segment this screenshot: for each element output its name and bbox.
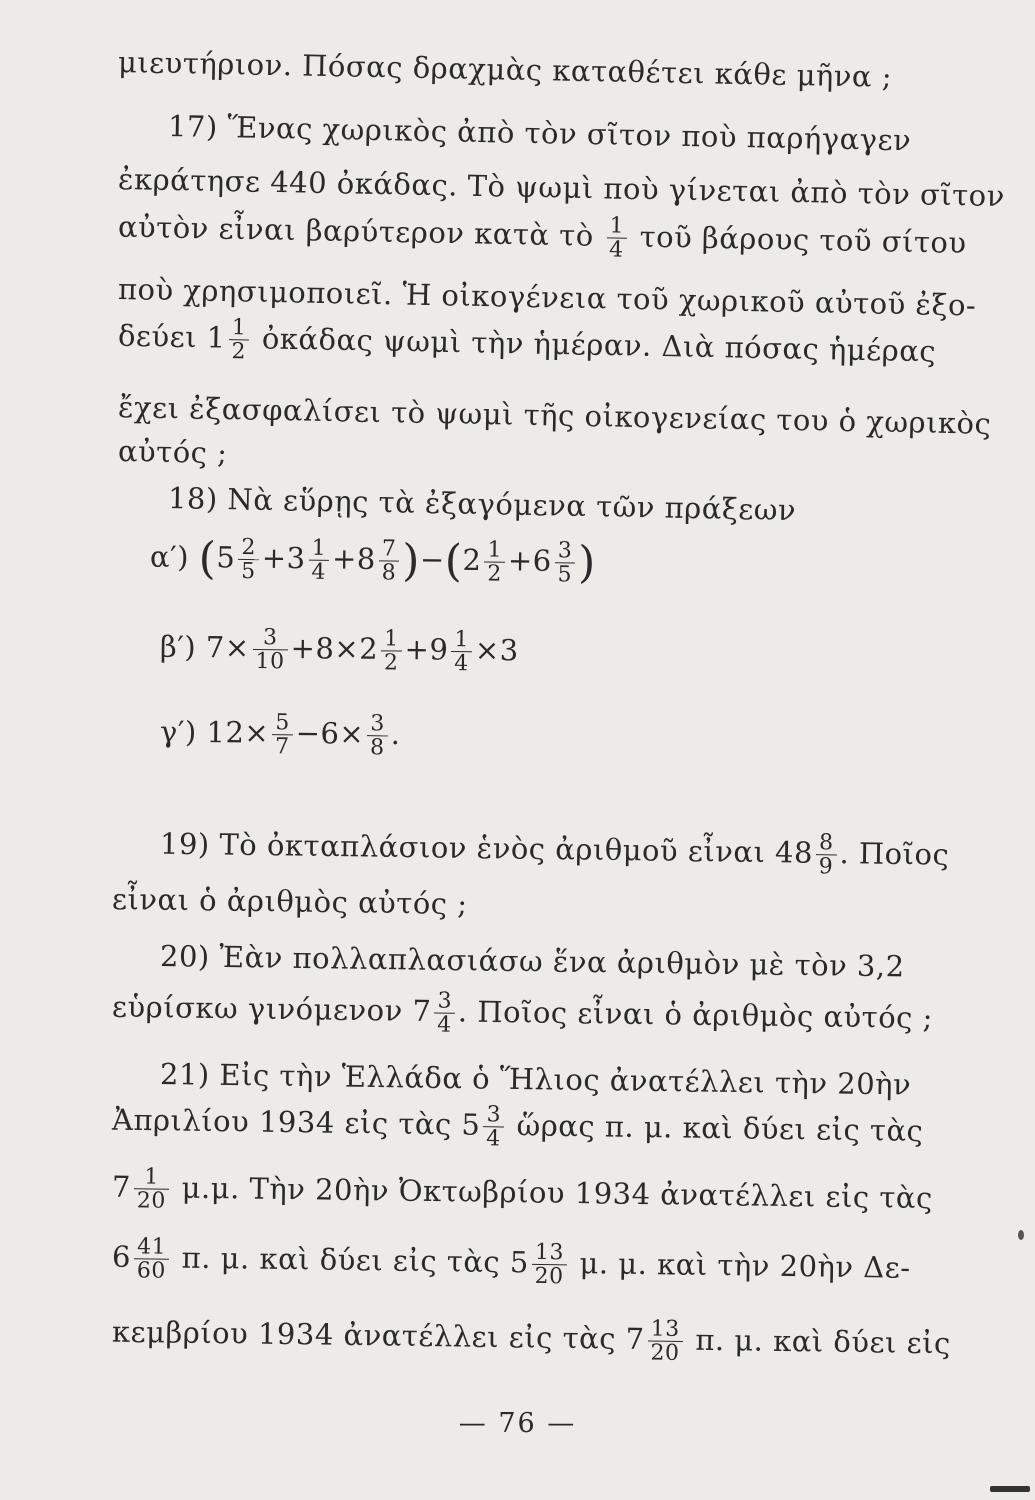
fraction-denominator: 4 bbox=[608, 237, 624, 263]
fraction-numerator: 8 bbox=[816, 831, 837, 855]
fraction bbox=[367, 712, 388, 759]
text-line: ποὺ χρησιμοποιεῖ. Ἡ οἰκογένεια τοῦ χωρικοῦ αὐτοῦ ἐξο- bbox=[117, 272, 977, 323]
fraction bbox=[134, 1235, 170, 1283]
expression-term: . bbox=[390, 717, 401, 752]
fraction bbox=[252, 626, 287, 674]
fraction-denominator: 2 bbox=[383, 650, 399, 676]
fraction bbox=[554, 539, 575, 586]
problem-18-line: 18) Νὰ εὕρῃς τὰ ἐξαγόμενα τῶν πράξεων bbox=[167, 481, 797, 528]
text-segment: κεμβρίου 1934 ἀνατέλλει εἰς τὰς 7 bbox=[111, 1314, 645, 1357]
fraction bbox=[238, 536, 259, 583]
fraction bbox=[531, 1241, 567, 1289]
fraction-numerator: 41 bbox=[134, 1235, 169, 1260]
fraction-denominator: 5 bbox=[241, 559, 256, 585]
text-segment: 6 bbox=[111, 1239, 132, 1274]
fraction-denominator: 4 bbox=[454, 651, 469, 677]
text-segment: αὐτὸν εἶναι βαρύτερον κατὰ τὸ bbox=[117, 209, 595, 253]
page-number: — 76 — bbox=[458, 1408, 577, 1439]
text-line-with-fraction bbox=[118, 205, 967, 268]
paper-blemish bbox=[990, 1486, 1030, 1492]
expression-term: +9 bbox=[404, 632, 449, 667]
fraction-numerator: 1 bbox=[229, 316, 250, 340]
expression-term: ×3 bbox=[474, 632, 519, 668]
expression-term: 7× bbox=[205, 630, 250, 665]
expression-label: β′) bbox=[159, 629, 197, 664]
fraction bbox=[816, 831, 837, 878]
fraction-numerator: 3 bbox=[483, 1103, 504, 1127]
fraction-numerator: 5 bbox=[272, 711, 293, 735]
expression-a bbox=[150, 535, 596, 587]
fraction bbox=[228, 316, 249, 364]
text-segment: τοῦ βάρους τοῦ σίτου bbox=[639, 219, 967, 260]
text-line-with-fraction bbox=[112, 1165, 933, 1224]
open-paren: ( bbox=[198, 533, 217, 585]
fraction-numerator: 7 bbox=[379, 537, 400, 561]
text-line: μιευτήριον. Πόσας δραχμὰς καταθέτει κάθε μῆνα ; bbox=[117, 45, 893, 94]
expression-term: 5 bbox=[216, 540, 236, 575]
text-line-with-fraction bbox=[118, 314, 937, 377]
text-line: ἔχει ἐξασφαλίσει τὸ ψωμὶ τῆς οἰκογενείας του ὁ χωρικὸς bbox=[117, 390, 992, 441]
fraction-numerator: 3 bbox=[555, 539, 576, 563]
expression-term: −6× bbox=[295, 716, 365, 751]
text-segment: μ.μ. Τὴν 20ὴν Ὀκτωβρίου 1934 ἀνατέλλει εἰς τὰς bbox=[181, 1170, 933, 1216]
fraction-denominator: 7 bbox=[274, 734, 290, 760]
expression-b bbox=[160, 625, 519, 676]
text-segment: μ. μ. καὶ τὴν 20ὴν Δε- bbox=[579, 1246, 911, 1285]
fraction-numerator: 3 bbox=[253, 626, 288, 650]
expression-term: 12× bbox=[206, 715, 270, 750]
fraction-numerator: 1 bbox=[484, 539, 505, 563]
text-segment: Ἀπριλίου 1934 εἰς τὰς 5 bbox=[111, 1102, 481, 1142]
text-segment: π. μ. καὶ δύει εἰς bbox=[695, 1322, 951, 1361]
fraction bbox=[606, 214, 627, 262]
fraction-numerator: 1 bbox=[134, 1165, 169, 1190]
fraction-denominator: 4 bbox=[486, 1126, 501, 1152]
fraction-numerator: 1 bbox=[451, 628, 472, 652]
fraction bbox=[381, 627, 402, 674]
fraction bbox=[647, 1317, 683, 1365]
close-paren: ) bbox=[402, 535, 421, 587]
fraction-denominator: 8 bbox=[381, 560, 397, 586]
text-line-with-fraction bbox=[112, 985, 934, 1044]
text-segment: ὀκάδας ψωμὶ τὴν ἡμέραν. Διὰ πόσας ἡμέρας bbox=[261, 321, 937, 369]
text-segment: δεύει 1 bbox=[117, 318, 227, 355]
fraction-denominator: 4 bbox=[437, 1012, 452, 1038]
problem-17-line: 17) Ἕνας χωρικὸς ἀπὸ τὸν σῖτον ποὺ παρήγαγεν bbox=[167, 109, 912, 158]
fraction-numerator: 13 bbox=[648, 1317, 683, 1342]
fraction bbox=[379, 537, 400, 584]
fraction bbox=[434, 990, 455, 1037]
open-paren: ( bbox=[444, 535, 463, 587]
fraction-numerator: 3 bbox=[434, 990, 455, 1014]
fraction bbox=[451, 628, 472, 675]
problem-21-line: 21) Εἰς τὴν Ἑλλάδα ὁ Ἥλιος ἀνατέλλει τὴν 20ὴν bbox=[159, 1057, 912, 1102]
text-segment: εὑρίσκω γινόμενον 7 bbox=[111, 989, 432, 1029]
fraction bbox=[308, 537, 329, 584]
fraction-denominator: 20 bbox=[534, 1263, 564, 1290]
fraction-numerator: 2 bbox=[238, 536, 259, 560]
fraction bbox=[483, 1103, 504, 1150]
fraction-denominator: 10 bbox=[255, 649, 285, 675]
fraction bbox=[134, 1165, 170, 1213]
text-segment: ὥρας π. μ. καὶ δύει εἰς τὰς bbox=[516, 1108, 924, 1148]
fraction-denominator: 4 bbox=[311, 559, 327, 585]
text-segment: 19) Τὸ ὀκταπλάσιον ἑνὸς ἀριθμοῦ εἶναι 48 bbox=[159, 826, 814, 870]
text-line: αὐτός ; bbox=[117, 434, 228, 471]
fraction-numerator: 1 bbox=[381, 627, 402, 651]
fraction-denominator: 20 bbox=[650, 1340, 680, 1367]
problem-20-line: 20) Ἐὰν πολλαπλασιάσω ἕνα ἀριθμὸν μὲ τὸν 3,2 bbox=[159, 939, 905, 984]
fraction-denominator: 60 bbox=[136, 1258, 166, 1284]
text-segment: 7 bbox=[111, 1169, 132, 1204]
expression-term: +8 bbox=[331, 541, 377, 576]
expression-label: γ′) bbox=[159, 714, 197, 749]
paper-blemish bbox=[1018, 1230, 1024, 1240]
text-line-with-fraction bbox=[112, 1310, 951, 1369]
expression-term: +6 bbox=[507, 543, 552, 578]
expression-c bbox=[160, 710, 401, 760]
fraction-denominator: 20 bbox=[136, 1188, 166, 1214]
text-segment: π. μ. καὶ δύει εἰς τὰς 5 bbox=[181, 1240, 530, 1280]
text-line: εἶναι ὁ ἀριθμὸς αὐτός ; bbox=[111, 882, 468, 921]
fraction-denominator: 9 bbox=[818, 854, 834, 880]
problem-19-line bbox=[160, 822, 950, 880]
close-paren: ) bbox=[577, 537, 597, 589]
fraction-numerator: 3 bbox=[367, 712, 388, 736]
fraction-numerator: 1 bbox=[309, 537, 330, 561]
text-segment: . Ποῖος bbox=[839, 836, 950, 872]
expression-term: +3 bbox=[261, 540, 306, 576]
fraction-denominator: 8 bbox=[369, 735, 385, 761]
fraction-denominator: 2 bbox=[231, 339, 247, 365]
text-segment: . Ποῖος εἶναι ὁ ἀριθμὸς αὐτός ; bbox=[457, 994, 934, 1036]
fraction-numerator: 1 bbox=[606, 214, 627, 238]
fraction-denominator: 5 bbox=[557, 562, 573, 588]
text-line: ἐκράτησε 440 ὀκάδας. Τὸ ψωμὶ ποὺ γίνεται ἀπὸ τὸν σῖτον bbox=[117, 162, 1006, 214]
fraction-denominator: 2 bbox=[487, 561, 502, 587]
expression-term: 2 bbox=[462, 542, 482, 578]
expression-term: +8×2 bbox=[290, 630, 379, 666]
expression-operator: − bbox=[419, 542, 445, 577]
fraction-numerator: 13 bbox=[532, 1241, 567, 1266]
expression-label: α′) bbox=[149, 539, 190, 575]
fraction bbox=[484, 539, 505, 586]
fraction bbox=[272, 711, 293, 758]
text-line-with-fraction bbox=[112, 1098, 924, 1157]
text-line-with-fraction bbox=[112, 1235, 911, 1293]
